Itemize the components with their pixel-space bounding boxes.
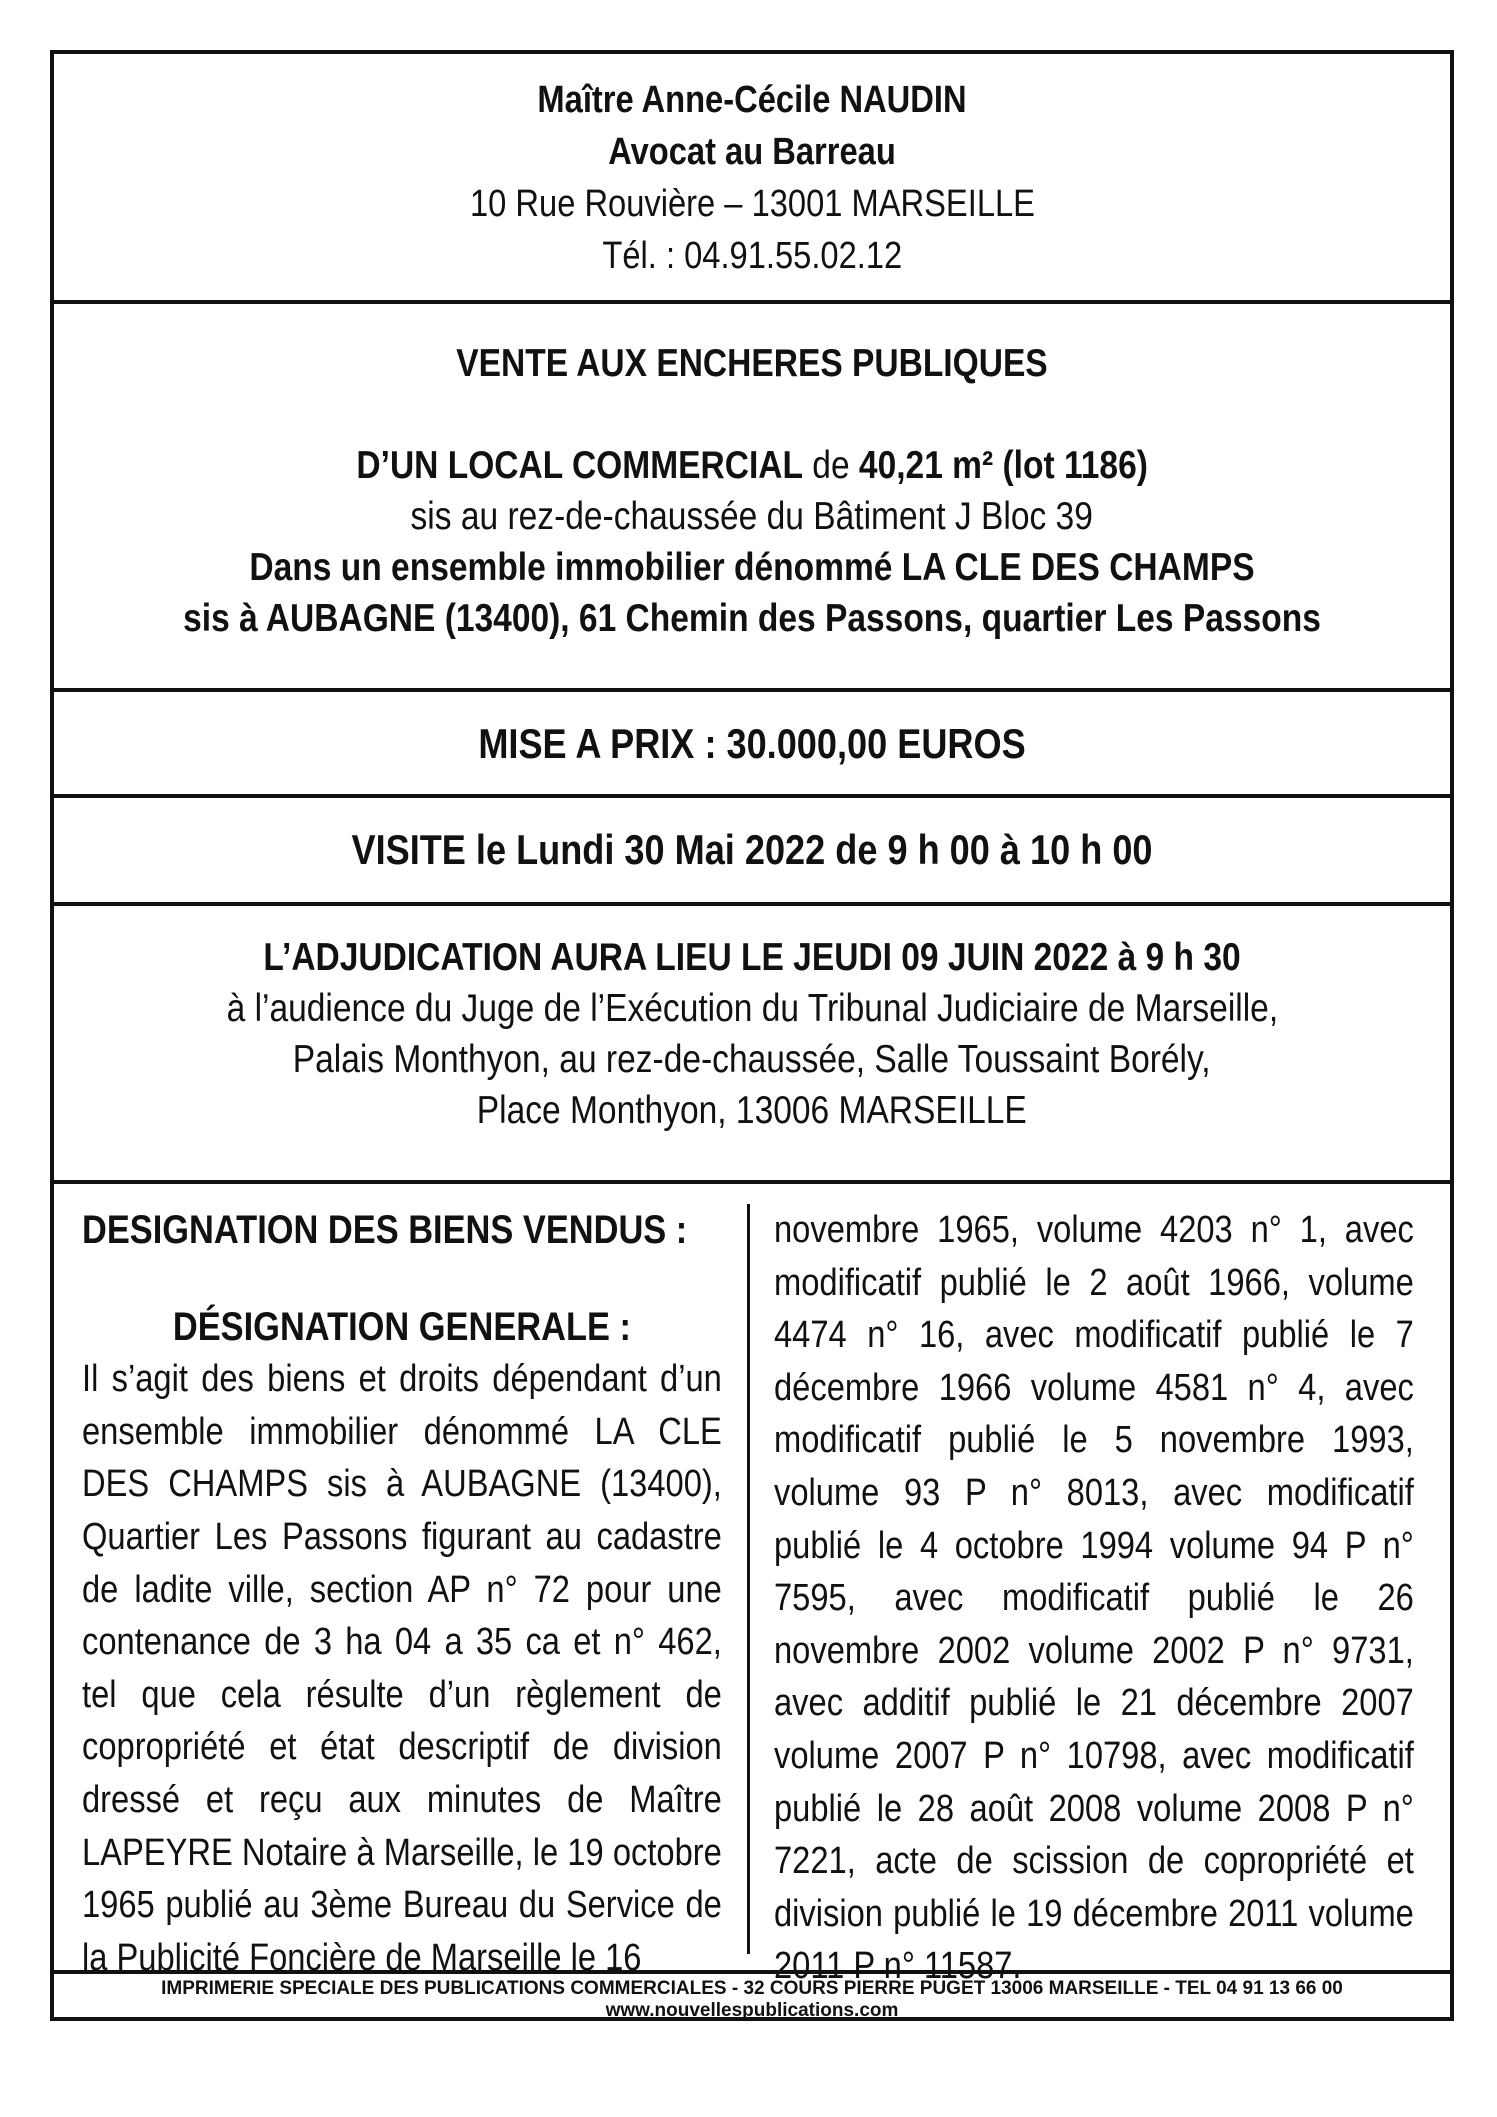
adjudication-heading: L’ADJUDICATION AURA LIEU LE JEUDI 09 JUIN 2022 à 9 h 30 xyxy=(263,936,1241,979)
lawyer-name: Maître Anne-Cécile NAUDIN xyxy=(537,79,967,121)
property-de: de xyxy=(802,444,859,487)
printer-website: www.nouvellespublications.com xyxy=(605,2000,899,2021)
designation-right-column xyxy=(774,1204,1414,1993)
designation-right-text: novembre 1965, volume 4203 n° 1, avec modificatif publié le 2 août 1966, volume 4474 n° 16, avec modificatif publié le 7 décembre 1966 volume 4581 n° 4, avec modificatif publié le 5 novembre 1993, volume 93 P n° 8013, avec modificatif publié le 4 octobre 1994 volume 94 P n° 7595, avec modificatif publié le 26 novembre 2002 volume 2002 P n° 9731, avec additif publié le 21 décembre 2007 volume 2007 P n° 10798, avec modificatif publié le 28 août 2008 volume 2008 P n° 7221, acte de scission de copropriété et division publié le 19 décembre 2011 volume 2011 P n° 11587. xyxy=(774,1209,1414,1988)
visit-section xyxy=(54,798,1450,906)
adjudication-line-3: Place Monthyon, 13006 MARSEILLE xyxy=(476,1089,1027,1132)
printer-info: IMPRIMERIE SPECIALE DES PUBLICATIONS COMMERCIALES - 32 COURS PIERRE PUGET 13006 MARSEILLE - TEL 04 91 13 66 00 xyxy=(161,1978,1343,1999)
lawyer-header xyxy=(54,54,1450,304)
lawyer-address: 10 Rue Rouvière – 13001 MARSEILLE xyxy=(469,183,1035,225)
designation-section xyxy=(54,1184,1450,1988)
property-type: D’UN LOCAL COMMERCIAL xyxy=(356,444,803,487)
starting-price: MISE A PRIX : 30.000,00 EUROS xyxy=(478,720,1026,767)
designation-heading: DESIGNATION DES BIENS VENDUS : xyxy=(82,1208,688,1252)
lawyer-phone: Tél. : 04.91.55.02.12 xyxy=(602,235,902,277)
legal-notice-frame xyxy=(50,50,1454,2021)
property-area: 40,21 m² (lot 1186) xyxy=(858,444,1148,487)
visit-label: VISITE xyxy=(351,826,466,873)
price-section xyxy=(54,692,1450,798)
visit-date: le Lundi 30 Mai 2022 de 9 h 00 à 10 h 00 xyxy=(465,826,1153,873)
sale-section xyxy=(54,304,1450,692)
column-divider xyxy=(747,1204,750,1954)
designation-left-text: Il s’agit des biens et droits dépendant d’un ensemble immobilier dénommé LA CLE DES CHAMPS sis à AUBAGNE (13400), Quartier Les Passons figurant au cadastre de ladite ville, section AP n° 72 pour une contenance de 3 ha 04 a 35 ca et n° 462, tel que cela résulte d’un règlement de copropriété et état descriptif de division dressé et reçu aux minutes de Maître LAPEYRE Notaire à Marseille, le 19 octobre 1965 publié au 3ème Bureau du Service de la Publicité Foncière de Marseille le 16 xyxy=(82,1358,722,1979)
property-location: sis au rez-de-chaussée du Bâtiment J Bloc 39 xyxy=(410,495,1094,538)
adjudication-section xyxy=(54,906,1450,1184)
sale-heading: VENTE AUX ENCHERES PUBLIQUES xyxy=(456,342,1048,385)
adjudication-line-2: Palais Monthyon, au rez-de-chaussée, Salle Toussaint Borély, xyxy=(293,1038,1211,1081)
printer-footer xyxy=(54,1974,1450,2021)
designation-subheading: DÉSIGNATION GENERALE : xyxy=(172,1304,631,1349)
adjudication-line-1: à l’audience du Juge de l’Exécution du Tribunal Judiciaire de Marseille, xyxy=(226,987,1278,1030)
visit-info xyxy=(152,798,1353,902)
lawyer-title: Avocat au Barreau xyxy=(608,131,896,173)
property-complex: Dans un ensemble immobilier dénommé LA CLE DES CHAMPS xyxy=(249,546,1255,589)
designation-left-column xyxy=(82,1204,722,1984)
property-address: sis à AUBAGNE (13400), 61 Chemin des Passons, quartier Les Passons xyxy=(183,597,1321,640)
